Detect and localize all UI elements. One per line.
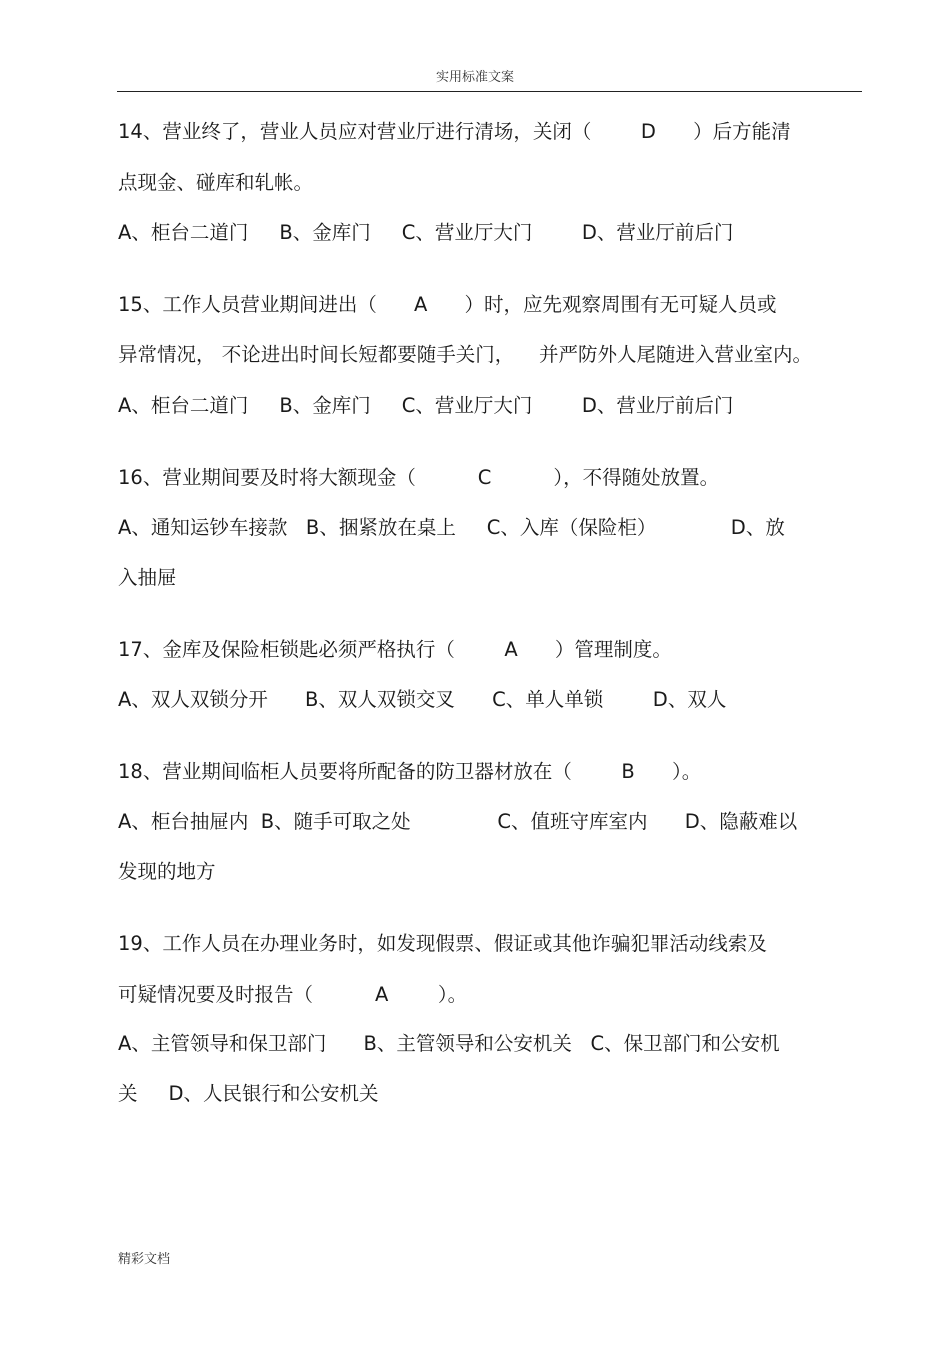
q19-l4: 关 D、人民银行和公安机关: [118, 1082, 379, 1105]
q15-l2: 异常情况， 不论进出时间长短都要随手关门， 并严防外人尾随进入营业室内。: [118, 343, 812, 366]
q18-l1: 18、营业期间临柜人员要将所配备的防卫器材放在（ B ）。: [118, 760, 702, 783]
q18-opts: A、柜台抽屉内 B、随手可取之处 C、值班守库室内 D、隐蔽难以: [118, 810, 798, 833]
q16-l1: 16、营业期间要及时将大额现金（ C ），不得随处放置。: [118, 466, 720, 489]
q14-opts: A、柜台二道门 B、金库门 C、营业厅大门 D、营业厅前后门: [118, 221, 734, 244]
q19-l2: 可疑情况要及时报告（ A ）。: [118, 983, 468, 1006]
page-header: 实用标准文案: [435, 70, 514, 85]
q16-l3: 入抽屉: [118, 566, 177, 589]
q14-l2: 点现金、碰库和轧帐。: [118, 171, 314, 194]
q15-opts: A、柜台二道门 B、金库门 C、营业厅大门 D、营业厅前后门: [118, 394, 734, 417]
q19-opts: A、主管领导和保卫部门 B、主管领导和公安机关 C、保卫部门和公安机: [118, 1032, 780, 1055]
q17-opts: A、双人双锁分开 B、双人双锁交叉 C、单人单锁 D、双人: [118, 688, 727, 711]
q15-l1: 15、工作人员营业期间进出（ A ）时，应先观察周围有无可疑人员或: [118, 293, 777, 316]
q17-l1: 17、金库及保险柜锁匙必须严格执行（ A ）管理制度。: [118, 638, 672, 661]
q14-l1: 14、营业终了，营业人员应对营业厅进行清场，关闭（ D ）后方能清: [118, 120, 791, 143]
page-footer: 精彩文档: [118, 1252, 171, 1267]
q18-l3: 发现的地方: [118, 860, 216, 883]
header-rule: [117, 91, 862, 92]
q19-l1: 19、工作人员在办理业务时，如发现假票、假证或其他诈骗犯罪活动线索及: [118, 932, 767, 955]
q16-opts: A、通知运钞车接款 B、捆紧放在桌上 C、入库（保险柜） D、放: [118, 516, 785, 539]
